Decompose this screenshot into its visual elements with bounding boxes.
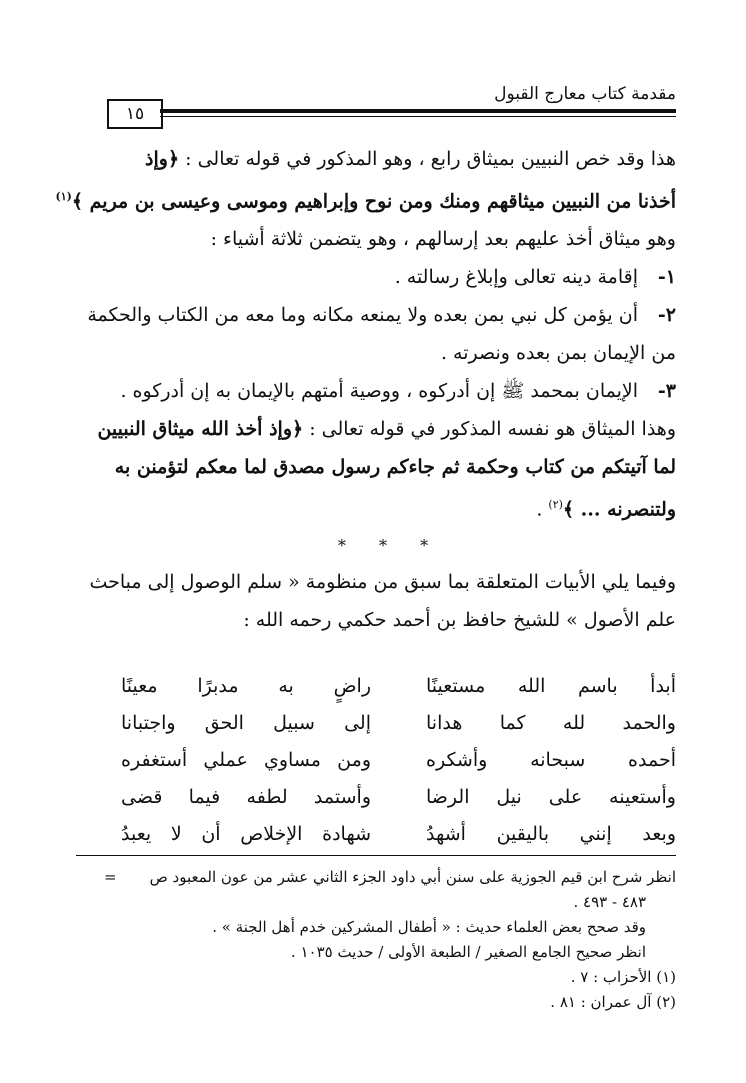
list-item-1 [104, 258, 676, 296]
continuation-marker: = [104, 868, 117, 886]
page-number-box: ١٥ [107, 99, 163, 129]
list-item-3 [104, 372, 676, 410]
verse-first-hemistich: وأستعينه على نيل الرضا [426, 786, 676, 808]
paragraph-2-line-3 [104, 486, 676, 528]
list-number: ٣- [657, 380, 676, 403]
paragraph-3-line-2: علم الأصول » للشيخ حافظ بن أحمد حكمي رحمه الله : [243, 608, 676, 631]
verse-second-hemistich: راضٍ به مدبرًا معينًا [121, 675, 371, 697]
footnote-ref: (٢) [548, 498, 563, 512]
verse-first-hemistich: وبعد إنني باليقين أشهدُ [426, 823, 676, 845]
footnote-continuation-line-3: وقد صحح بعض العلماء حديث : « أطفال المشركين خدم أهل الجنة » . [212, 918, 646, 936]
quran-quote: أخذنا من النبيين ميثاقهم ومنك ومن نوح وإبراهيم وموسى وعيسى بن مريم ﴾ [71, 190, 676, 213]
list-text: إقامة دينه تعالى وإبلاغ رسالته . [394, 266, 638, 289]
poem-verse [104, 749, 676, 786]
paragraph-3-line-1: وفيما يلي الأبيات المتعلقة بما سبق من منظومة « سلم الوصول إلى مباحث [89, 570, 676, 593]
list-text: أن يؤمن كل نبي بمن بعده ولا يمنعه مكانه وما معه من الكتاب والحكمة [87, 304, 638, 327]
paragraph-2-line-2: لما آتيتكم من كتاب وحكمة ثم جاءكم رسول مصدق لما معكم لتؤمنن به [114, 456, 676, 479]
header-rule-thick [160, 109, 676, 113]
paragraph-1-line-2 [55, 178, 676, 220]
verse-second-hemistich: وأستمد لطفه فيما قضى [121, 786, 371, 808]
verse-first-hemistich: أحمده سبحانه وأشكره [426, 749, 676, 771]
poem-verse [104, 675, 676, 712]
list-number: ١- [657, 266, 676, 289]
poem-block [104, 675, 676, 860]
footnote-continuation-line-1 [104, 865, 676, 890]
section-separator: * * * [337, 535, 443, 555]
list-item-2-cont: من الإيمان بمن بعده ونصرته . [440, 342, 676, 365]
verse-first-hemistich: والحمد لله كما هدانا [426, 712, 676, 734]
footnote-continuation-line-2: ٤٨٣ - ٤٩٣ . [573, 893, 646, 911]
quran-quote: ولتنصرنه ... ﴾ [562, 498, 676, 521]
verse-second-hemistich: إلى سبيل الحق واجتبانا [121, 712, 371, 734]
paragraph-1-line-3: وهو ميثاق أخذ عليهم بعد إرسالهم ، وهو يتضمن ثلاثة أشياء : [210, 228, 676, 251]
footnote-ref: (١) [55, 190, 72, 203]
footnote-continuation-line-4: انظر صحيح الجامع الصغير / الطبعة الأولى / حديث ١٠٣٥ . [290, 943, 646, 961]
quran-quote: ﴿وإذ أخذ الله ميثاق النبيين [97, 418, 304, 441]
footnotes [104, 865, 676, 1015]
main-text [55, 140, 676, 639]
list-item-2 [87, 296, 676, 334]
paragraph-2-line-1 [97, 410, 676, 448]
footnote-2: (٢) آل عمران : ٨١ . [550, 993, 676, 1011]
text-span: وهذا الميثاق هو نفسه المذكور في قوله تعالى : [309, 418, 676, 441]
footnote-text: انظر شرح ابن قيم الجوزية على سنن أبي داود الجزء الثاني عشر من عون المعبود ص [149, 868, 676, 886]
running-header-title: مقدمة كتاب معارج القبول [494, 84, 676, 104]
footnote-1: (١) الأحزاب : ٧ . [570, 968, 676, 986]
list-text: الإيمان بمحمد ﷺ إن أدركوه ، ووصية أمتهم بالإيمان به إن أدركوه . [120, 380, 638, 403]
poem-verse [104, 786, 676, 823]
verse-second-hemistich: شهادة الإخلاص أن لا يعبدُ [121, 823, 371, 845]
list-number: ٢- [657, 304, 676, 327]
quran-quote: ﴿وإذ [145, 148, 180, 170]
header-rule-thin [160, 116, 676, 117]
verse-first-hemistich: أبدأ باسم الله مستعينًا [426, 675, 676, 697]
paragraph-1-line-1 [104, 140, 676, 178]
footnote-divider [76, 855, 676, 856]
text-span: . [536, 498, 543, 521]
poem-verse [104, 712, 676, 749]
verse-second-hemistich: ومن مساوي عملي أستغفره [121, 749, 371, 771]
text-span: هذا وقد خص النبيين بميثاق رابع ، وهو المذكور في قوله تعالى : [185, 148, 676, 170]
